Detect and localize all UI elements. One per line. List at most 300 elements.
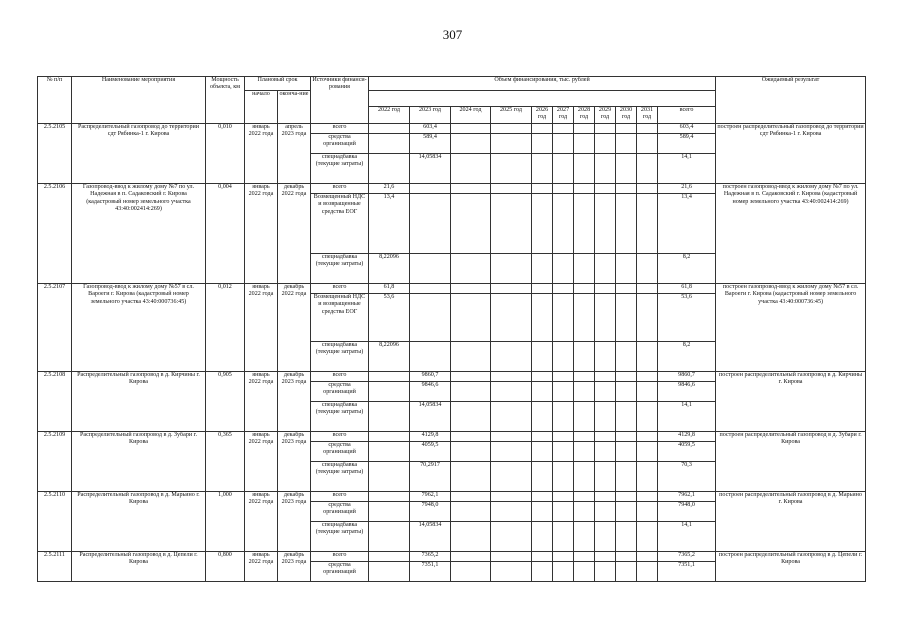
value-2025 xyxy=(491,254,532,284)
header-volume-spacer xyxy=(369,91,716,107)
value-2030 xyxy=(616,432,637,442)
header-year: 2023 год xyxy=(410,107,451,124)
value-2023: 7948,0 xyxy=(410,502,451,522)
end-date: декабрь 2023 года xyxy=(278,492,311,552)
value-2025 xyxy=(491,502,532,522)
value-2022 xyxy=(369,154,410,184)
value-2030 xyxy=(616,342,637,372)
value-2024 xyxy=(451,522,491,552)
value-2025 xyxy=(491,284,532,294)
value-2025 xyxy=(491,184,532,194)
value-2028 xyxy=(574,342,595,372)
header-capacity: Мощность объекта, км xyxy=(206,77,245,124)
value-2024 xyxy=(451,184,491,194)
value-2027 xyxy=(553,552,574,562)
table-row xyxy=(38,124,866,134)
table-row xyxy=(38,284,866,294)
value-2028 xyxy=(574,402,595,432)
value-2030 xyxy=(616,254,637,284)
expected-result: построен распределительный газопровод в д. Цепели г. Кирова xyxy=(716,552,866,582)
capacity-value: 0,800 xyxy=(206,552,245,582)
expected-result: построен распределительный газопровод в д. Кирчины г. Кирова xyxy=(716,372,866,432)
funding-source: спецнадбавка (текущие затраты) xyxy=(311,462,369,492)
value-2029 xyxy=(595,432,616,442)
value-2024 xyxy=(451,552,491,562)
value-2031 xyxy=(637,432,658,442)
header-year: 2030 год xyxy=(616,107,637,124)
value-2031 xyxy=(637,124,658,134)
value-2024 xyxy=(451,294,491,342)
start-date: январь 2022 года xyxy=(245,184,278,284)
row-number: 2.5.2105 xyxy=(38,124,72,184)
value-2022 xyxy=(369,402,410,432)
value-2023: 4059,5 xyxy=(410,442,451,462)
row-number: 2.5.2108 xyxy=(38,372,72,432)
value-2022 xyxy=(369,442,410,462)
value-2025 xyxy=(491,124,532,134)
value-2026 xyxy=(532,552,553,562)
value-total: 4129,8 xyxy=(658,432,716,442)
value-2022: 8,22096 xyxy=(369,342,410,372)
start-date: январь 2022 года xyxy=(245,492,278,552)
value-2028 xyxy=(574,522,595,552)
expected-result: построен газопровод-ввод к жилому дому №57 в сл. Вароеги г. Кирова (кадастровый номер земельного участка 43:40:000736:45) xyxy=(716,284,866,372)
value-2026 xyxy=(532,502,553,522)
header-year: 2028 год xyxy=(574,107,595,124)
value-2023: 9846,6 xyxy=(410,382,451,402)
value-2027 xyxy=(553,382,574,402)
value-2025 xyxy=(491,562,532,582)
table-row xyxy=(38,372,866,382)
financing-table xyxy=(37,76,866,582)
funding-source: Возмещенный НДС и возвращенные средства ЕОГ xyxy=(311,194,369,254)
value-2030 xyxy=(616,294,637,342)
value-2026 xyxy=(532,294,553,342)
value-2026 xyxy=(532,342,553,372)
capacity-value: 1,000 xyxy=(206,492,245,552)
value-2023: 14,05834 xyxy=(410,402,451,432)
value-total: 13,4 xyxy=(658,194,716,254)
header-name: Наименование мероприятия xyxy=(72,77,206,124)
value-2024 xyxy=(451,194,491,254)
value-2022 xyxy=(369,522,410,552)
value-2025 xyxy=(491,552,532,562)
value-2031 xyxy=(637,522,658,552)
value-2024 xyxy=(451,562,491,582)
value-2029 xyxy=(595,462,616,492)
value-2031 xyxy=(637,194,658,254)
value-2026 xyxy=(532,462,553,492)
measure-name: Распределительный газопровод в д. Кирчины г. Кирова xyxy=(72,372,206,432)
value-2023: 7962,1 xyxy=(410,492,451,502)
table-row xyxy=(38,184,866,194)
value-2026 xyxy=(532,134,553,154)
value-2029 xyxy=(595,254,616,284)
value-2031 xyxy=(637,342,658,372)
value-2028 xyxy=(574,562,595,582)
value-2027 xyxy=(553,432,574,442)
table-row xyxy=(38,492,866,502)
end-date: декабрь 2023 года xyxy=(278,372,311,432)
value-2026 xyxy=(532,124,553,134)
value-2028 xyxy=(574,254,595,284)
value-2028 xyxy=(574,184,595,194)
value-2026 xyxy=(532,492,553,502)
value-2027 xyxy=(553,442,574,462)
funding-source: средства организаций xyxy=(311,562,369,582)
value-2023: 14,05834 xyxy=(410,154,451,184)
value-2023: 7365,2 xyxy=(410,552,451,562)
value-total: 7351,1 xyxy=(658,562,716,582)
value-2030 xyxy=(616,382,637,402)
value-2031 xyxy=(637,462,658,492)
measure-name: Газопровод-ввод к жилому дому №57 в сл. Вароеги г. Кирова (кадастровый номер земельного участка 43:40:000736:45) xyxy=(72,284,206,372)
value-2023: 4129,8 xyxy=(410,432,451,442)
value-2030 xyxy=(616,372,637,382)
header-sources: Источники финанси-рования xyxy=(311,77,369,124)
expected-result: построен газопровод-ввод к жилому дому №7 по ул. Надежная в п. Садаковский г. Кирова (кадастровый номер земельного участка 43:40:002414:269) xyxy=(716,184,866,284)
value-2025 xyxy=(491,294,532,342)
expected-result: построен распределительный газопровод в д. Зубари г. Кирова xyxy=(716,432,866,492)
value-2022: 8,22096 xyxy=(369,254,410,284)
value-2030 xyxy=(616,154,637,184)
funding-source: спецнадбавка (текущие затраты) xyxy=(311,522,369,552)
end-date: декабрь 2022 года xyxy=(278,284,311,372)
table-body xyxy=(38,124,866,582)
funding-source: всего xyxy=(311,552,369,562)
value-2024 xyxy=(451,154,491,184)
value-2024 xyxy=(451,492,491,502)
end-date: декабрь 2023 года xyxy=(278,432,311,492)
value-2028 xyxy=(574,382,595,402)
row-number: 2.5.2109 xyxy=(38,432,72,492)
value-total: 53,6 xyxy=(658,294,716,342)
value-2025 xyxy=(491,134,532,154)
value-2023: 9860,7 xyxy=(410,372,451,382)
row-number: 2.5.2107 xyxy=(38,284,72,372)
value-2030 xyxy=(616,462,637,492)
value-2025 xyxy=(491,442,532,462)
value-2027 xyxy=(553,254,574,284)
header-year: 2024 год xyxy=(451,107,491,124)
value-2027 xyxy=(553,124,574,134)
value-2025 xyxy=(491,492,532,502)
value-2028 xyxy=(574,462,595,492)
value-2027 xyxy=(553,522,574,552)
value-2029 xyxy=(595,342,616,372)
value-2022 xyxy=(369,382,410,402)
header-year: 2025 год xyxy=(491,107,532,124)
value-2030 xyxy=(616,522,637,552)
row-number: 2.5.2106 xyxy=(38,184,72,284)
value-2027 xyxy=(553,402,574,432)
value-2031 xyxy=(637,562,658,582)
value-2026 xyxy=(532,562,553,582)
value-total: 603,4 xyxy=(658,124,716,134)
value-2024 xyxy=(451,442,491,462)
value-total: 7365,2 xyxy=(658,552,716,562)
value-2024 xyxy=(451,284,491,294)
value-2027 xyxy=(553,194,574,254)
value-2031 xyxy=(637,184,658,194)
value-2029 xyxy=(595,154,616,184)
value-2030 xyxy=(616,562,637,582)
value-total: 4059,5 xyxy=(658,442,716,462)
value-2030 xyxy=(616,194,637,254)
row-number: 2.5.2110 xyxy=(38,492,72,552)
value-2031 xyxy=(637,502,658,522)
expected-result: построен распределительный газопровод до территории сдт Рябинка-1 г. Кирова xyxy=(716,124,866,184)
value-total: 7948,0 xyxy=(658,502,716,522)
value-total: 21,6 xyxy=(658,184,716,194)
value-2027 xyxy=(553,372,574,382)
value-2023 xyxy=(410,284,451,294)
value-2028 xyxy=(574,432,595,442)
value-2031 xyxy=(637,402,658,432)
value-2030 xyxy=(616,502,637,522)
value-2023: 70,2917 xyxy=(410,462,451,492)
value-2023 xyxy=(410,254,451,284)
value-2031 xyxy=(637,294,658,342)
value-2022: 21,6 xyxy=(369,184,410,194)
start-date: январь 2022 года xyxy=(245,552,278,582)
value-2024 xyxy=(451,342,491,372)
value-2027 xyxy=(553,134,574,154)
end-date: апрель 2023 года xyxy=(278,124,311,184)
funding-source: средства организаций xyxy=(311,382,369,402)
funding-source: средства организаций xyxy=(311,502,369,522)
value-2027 xyxy=(553,502,574,522)
funding-source: всего xyxy=(311,284,369,294)
value-total: 8,2 xyxy=(658,254,716,284)
funding-source: средства организаций xyxy=(311,134,369,154)
value-2031 xyxy=(637,382,658,402)
value-2028 xyxy=(574,502,595,522)
header-volume: Объем финансирования, тыс. рублей xyxy=(369,77,716,91)
measure-name: Распределительный газопровод в д. Марьино г. Кирова xyxy=(72,492,206,552)
table-header xyxy=(38,77,866,124)
value-2025 xyxy=(491,522,532,552)
value-2026 xyxy=(532,402,553,432)
value-2026 xyxy=(532,194,553,254)
value-total: 7962,1 xyxy=(658,492,716,502)
funding-source: спецнадбавка (текущие затраты) xyxy=(311,254,369,284)
capacity-value: 0,012 xyxy=(206,284,245,372)
value-2023: 589,4 xyxy=(410,134,451,154)
value-2025 xyxy=(491,154,532,184)
value-2022 xyxy=(369,562,410,582)
value-2023: 7351,1 xyxy=(410,562,451,582)
value-2023 xyxy=(410,342,451,372)
value-2024 xyxy=(451,372,491,382)
value-2029 xyxy=(595,382,616,402)
value-2029 xyxy=(595,284,616,294)
funding-source: Возмещенный НДС и возвращенные средства ЕОГ xyxy=(311,294,369,342)
value-2027 xyxy=(553,184,574,194)
value-2026 xyxy=(532,432,553,442)
value-2022 xyxy=(369,372,410,382)
value-2026 xyxy=(532,372,553,382)
value-total: 589,4 xyxy=(658,134,716,154)
header-year: 2031 год xyxy=(637,107,658,124)
page-number: 307 xyxy=(442,27,463,42)
value-2024 xyxy=(451,254,491,284)
header-total: всего xyxy=(658,107,716,124)
value-2031 xyxy=(637,284,658,294)
value-2031 xyxy=(637,442,658,462)
value-2028 xyxy=(574,124,595,134)
value-2026 xyxy=(532,254,553,284)
value-total: 70,3 xyxy=(658,462,716,492)
value-2030 xyxy=(616,492,637,502)
value-2031 xyxy=(637,552,658,562)
funding-source: всего xyxy=(311,492,369,502)
value-2028 xyxy=(574,194,595,254)
financing-table-container xyxy=(37,76,865,582)
value-2027 xyxy=(553,562,574,582)
value-2023 xyxy=(410,194,451,254)
funding-source: всего xyxy=(311,124,369,134)
value-2027 xyxy=(553,284,574,294)
value-2023 xyxy=(410,294,451,342)
value-2023: 14,05834 xyxy=(410,522,451,552)
value-total: 9860,7 xyxy=(658,372,716,382)
start-date: январь 2022 года xyxy=(245,284,278,372)
start-date: январь 2022 года xyxy=(245,432,278,492)
value-2029 xyxy=(595,562,616,582)
value-2028 xyxy=(574,492,595,502)
value-2028 xyxy=(574,134,595,154)
value-2029 xyxy=(595,502,616,522)
value-2029 xyxy=(595,442,616,462)
value-2022 xyxy=(369,462,410,492)
value-2028 xyxy=(574,442,595,462)
value-2028 xyxy=(574,372,595,382)
value-2027 xyxy=(553,154,574,184)
funding-source: всего xyxy=(311,432,369,442)
value-2030 xyxy=(616,134,637,154)
header-year: 2022 год xyxy=(369,107,410,124)
header-year: 2026 год xyxy=(532,107,553,124)
value-2026 xyxy=(532,154,553,184)
value-total: 14,1 xyxy=(658,522,716,552)
value-2022: 53,6 xyxy=(369,294,410,342)
value-2029 xyxy=(595,552,616,562)
value-2025 xyxy=(491,382,532,402)
value-2027 xyxy=(553,342,574,372)
value-2029 xyxy=(595,402,616,432)
value-total: 8,2 xyxy=(658,342,716,372)
header-year: 2029 год xyxy=(595,107,616,124)
value-2030 xyxy=(616,184,637,194)
value-2029 xyxy=(595,522,616,552)
value-2025 xyxy=(491,432,532,442)
value-2023: 603,4 xyxy=(410,124,451,134)
header-result: Ожидаемый результат xyxy=(716,77,866,124)
measure-name: Распределительный газопровод в д. Зубари г. Кирова xyxy=(72,432,206,492)
value-2024 xyxy=(451,432,491,442)
value-total: 9846,6 xyxy=(658,382,716,402)
value-2028 xyxy=(574,552,595,562)
value-total: 14,1 xyxy=(658,402,716,432)
measure-name: Газопровод-ввод к жилому дому №7 по ул. Надежная в п. Садаковский г. Кирова (кадастровый номер земельного участка 43:40:002414:269) xyxy=(72,184,206,284)
funding-source: спецнадбавка (текущие затраты) xyxy=(311,402,369,432)
value-2030 xyxy=(616,552,637,562)
row-number: 2.5.2111 xyxy=(38,552,72,582)
header-period: Плановый срок xyxy=(245,77,311,91)
value-2026 xyxy=(532,442,553,462)
value-2024 xyxy=(451,382,491,402)
value-2027 xyxy=(553,294,574,342)
capacity-value: 0,010 xyxy=(206,124,245,184)
value-2031 xyxy=(637,254,658,284)
value-2022 xyxy=(369,134,410,154)
value-2024 xyxy=(451,402,491,432)
value-2027 xyxy=(553,492,574,502)
value-2027 xyxy=(553,462,574,492)
value-2022 xyxy=(369,502,410,522)
header-num: № п/п xyxy=(38,77,72,124)
value-2030 xyxy=(616,284,637,294)
value-2026 xyxy=(532,184,553,194)
value-2025 xyxy=(491,194,532,254)
header-start: начало xyxy=(245,91,278,124)
measure-name: Распределительный газопровод до территории сдт Рябинка-1 г. Кирова xyxy=(72,124,206,184)
value-2025 xyxy=(491,402,532,432)
table-row xyxy=(38,432,866,442)
value-2030 xyxy=(616,402,637,432)
value-2029 xyxy=(595,294,616,342)
end-date: декабрь 2022 года xyxy=(278,184,311,284)
value-2031 xyxy=(637,372,658,382)
table-row xyxy=(38,552,866,562)
value-2024 xyxy=(451,462,491,492)
value-2030 xyxy=(616,124,637,134)
value-2031 xyxy=(637,134,658,154)
value-2026 xyxy=(532,284,553,294)
value-2022 xyxy=(369,432,410,442)
capacity-value: 0,905 xyxy=(206,372,245,432)
value-2029 xyxy=(595,134,616,154)
value-2024 xyxy=(451,134,491,154)
funding-source: всего xyxy=(311,184,369,194)
value-2025 xyxy=(491,372,532,382)
value-2024 xyxy=(451,502,491,522)
value-2029 xyxy=(595,372,616,382)
capacity-value: 0,365 xyxy=(206,432,245,492)
end-date: декабрь 2023 года xyxy=(278,552,311,582)
funding-source: спецнадбавка (текущие затраты) xyxy=(311,342,369,372)
value-2029 xyxy=(595,124,616,134)
value-2024 xyxy=(451,124,491,134)
value-2023 xyxy=(410,184,451,194)
value-2031 xyxy=(637,154,658,184)
value-2029 xyxy=(595,184,616,194)
value-2022 xyxy=(369,492,410,502)
value-2026 xyxy=(532,522,553,552)
value-2031 xyxy=(637,492,658,502)
header-end: оконча-ние xyxy=(278,91,311,124)
measure-name: Распределительный газопровод в д. Цепели г. Кирова xyxy=(72,552,206,582)
value-2030 xyxy=(616,442,637,462)
value-2022: 61,8 xyxy=(369,284,410,294)
capacity-value: 0,004 xyxy=(206,184,245,284)
value-2025 xyxy=(491,342,532,372)
value-2028 xyxy=(574,284,595,294)
expected-result: построен распределительный газопровод в д. Марьино г. Кирова xyxy=(716,492,866,552)
value-total: 61,8 xyxy=(658,284,716,294)
value-2022 xyxy=(369,124,410,134)
